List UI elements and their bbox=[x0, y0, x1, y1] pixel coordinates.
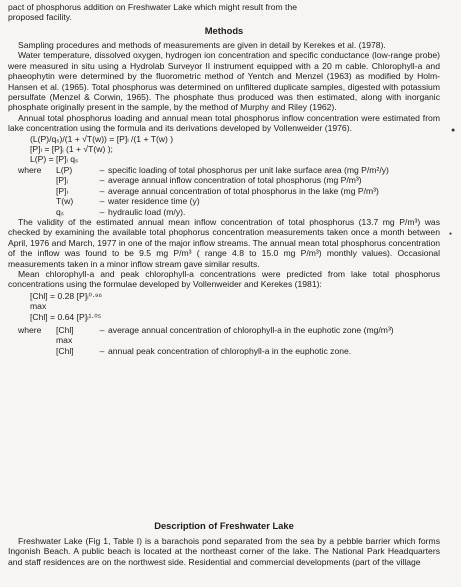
equation-peak-chlorophyll: [Chl] = 0.64 [P]ₗ¹·⁰⁵ bbox=[30, 311, 102, 322]
description-section bbox=[8, 520, 440, 567]
methods-heading: Methods bbox=[204, 25, 244, 36]
methods-paragraph-2: Water temperature, dissolved oxygen, hydrogen ion concentration and specific conductance (low-range probe) were measured in situ using a Hydrolab Surveyor II instrument equipped with a 20 m cable. Chlorophyll-a and phaeophytin were determined by the fluorometric method of Yentch and Menzel (1963) as modified by Holm-Hansen et al. (1965). Total phosphorus was determined on unfiltered duplicate samples, digested with potassium persulfate (Menzel & Corwin, 1965). The phosphate thus produced was then estimated, along with inorganic phosphate originally present in the sample, by the method of Murphy and Riley (1962). bbox=[8, 50, 440, 113]
vollenweider-equations bbox=[8, 134, 440, 165]
definition-row bbox=[18, 207, 430, 217]
chlorophyll-equations bbox=[8, 291, 440, 322]
equation-lake-concentration: [P]ₗ = [P]ᵢ (1 + √T(w) ); bbox=[30, 144, 113, 155]
methods-section bbox=[8, 25, 440, 356]
definition-text: average annual concentration of total phosphorus in the lake (mg P/m³) bbox=[108, 185, 379, 196]
methods-paragraph-1: Sampling procedures and methods of measurements are given in detail by Kerekes et al. (1978). bbox=[18, 40, 386, 50]
margin-speck: ● bbox=[451, 127, 456, 134]
where-label: where bbox=[18, 324, 42, 335]
definition-symbol: T(w) bbox=[56, 196, 74, 207]
intro-fragment bbox=[8, 2, 440, 23]
definition-symbol: [P]ₗ bbox=[56, 185, 68, 196]
definition-row bbox=[18, 175, 430, 185]
definition-text: hydraulic load (m/y). bbox=[108, 206, 186, 217]
methods-paragraph-5: Mean chlorophyll-a and peak chlorophyll-a concentrations were predicted from lake total phosphorus concentrations using the formulae developed by Vollenweider and Kerekes (1981): bbox=[8, 268, 440, 290]
definition-text: average annual concentration of chlorophyll-a in the euphotic zone (mg/m³) bbox=[108, 324, 394, 335]
equation-max-label: max bbox=[30, 301, 47, 312]
definition-text: water residence time (y) bbox=[108, 196, 200, 207]
definition-row bbox=[18, 346, 430, 356]
methods-paragraph-4: The validity of the estimated annual mean inflow concentration of total phosphorus (13.7 mg P/m³) was checked by examining the available total phophorus concentration measurements taken once a month between April, 1976 and March, 1977 in one of the major inflow streams. The annual mean total phosphorus concentration of the inflow was found to be 9.5 mg P/m³ ( range 4.8 to 15.0 mg P/m³) monthly values). Occasional measurements taken in a minor inflow stream gave similar results. bbox=[8, 216, 440, 269]
definition-symbol: max bbox=[56, 335, 73, 346]
definition-dash: – bbox=[99, 175, 105, 186]
definition-dash: – bbox=[99, 196, 105, 207]
intro-line-1: pact of phosphorus addition on Freshwater Lake which might result from the bbox=[8, 2, 297, 12]
definition-symbol: L(P) bbox=[56, 164, 73, 175]
description-paragraph-1: Freshwater Lake (Fig 1, Table I) is a barachois pond separated from the sea by a pebble barrier which forms Ingonish Beach. A public beach is located at the northeast corner of the lake. The National Park Headquarters and staff residences are on the northwest side. Residential and commercial developments (part of the village bbox=[8, 536, 440, 567]
chlorophyll-definitions bbox=[18, 325, 430, 356]
definition-dash: – bbox=[99, 206, 105, 217]
definition-dash: – bbox=[99, 324, 105, 335]
equation-specific-loading: L(P) = [P]ᵢ qₛ bbox=[30, 154, 79, 165]
definition-symbol: [P]ᵢ bbox=[56, 175, 68, 186]
definition-text: annual peak concentration of chlorophyll-a in the euphotic zone. bbox=[108, 345, 352, 356]
definition-dash: – bbox=[99, 185, 105, 196]
where-label: where bbox=[18, 164, 42, 175]
intro-line-2: proposed facility. bbox=[8, 12, 72, 23]
equation-loading: (L(P)/qₛ)/(1 + √T(w)) = [P]ₗ /(1 + T(w) ) bbox=[30, 133, 174, 144]
definition-dash: – bbox=[99, 345, 105, 356]
definition-symbol: [Chl] bbox=[56, 324, 74, 335]
phosphorus-definitions bbox=[18, 165, 430, 217]
definition-symbol: qₛ bbox=[56, 206, 64, 217]
definition-text: average annual inflow concentration of total phosphorus (mg P/m³) bbox=[108, 175, 362, 186]
definition-row bbox=[18, 196, 430, 206]
definition-row bbox=[18, 335, 430, 345]
definition-text: specific loading of total phosphorus per unit lake surface area (mg P/m²/y) bbox=[108, 164, 389, 175]
definition-text bbox=[108, 335, 430, 345]
definition-dash bbox=[96, 335, 108, 345]
margin-speck: ● bbox=[449, 231, 453, 237]
equation-mean-chlorophyll: [Chl] = 0.28 [P]ₗ⁰·⁹⁶ bbox=[30, 290, 103, 301]
methods-paragraph-3: Annual total phosphorus loading and annual mean total phosphorus inflow concentration were estimated from lake concentration using the formula and its derivations developed by Vollenweider (1976). bbox=[8, 112, 440, 134]
definition-row bbox=[18, 186, 430, 196]
description-heading: Description of Freshwater Lake bbox=[154, 520, 294, 531]
definition-row bbox=[18, 325, 430, 335]
definition-row bbox=[18, 165, 430, 175]
definition-dash: – bbox=[99, 164, 105, 175]
definition-symbol: [Chl] bbox=[56, 345, 74, 356]
